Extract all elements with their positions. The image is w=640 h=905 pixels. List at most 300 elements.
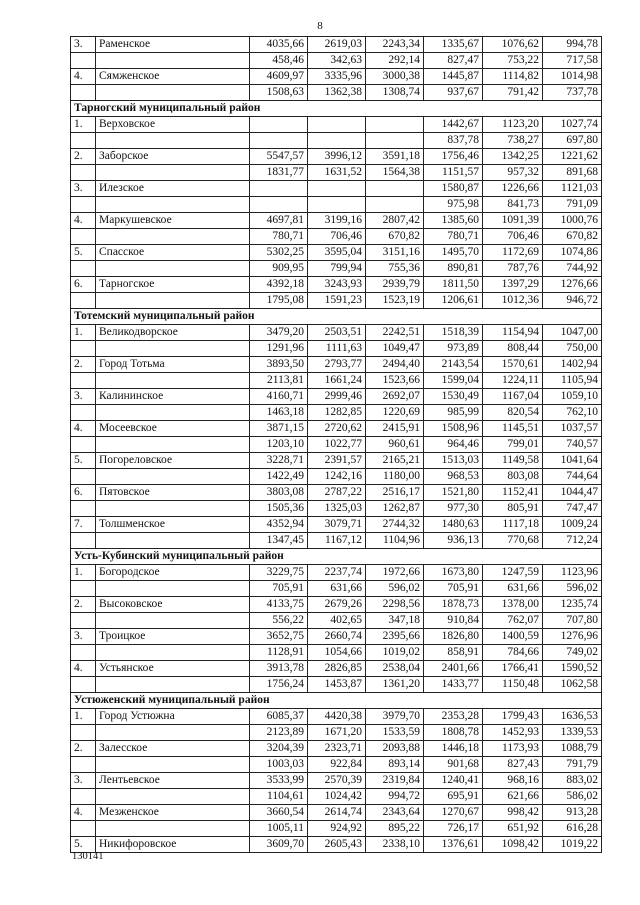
value-cell: 4609,97 [250, 69, 308, 85]
value-cell: 922,84 [308, 757, 366, 773]
value-cell [250, 133, 308, 149]
settlement-row [71, 709, 602, 725]
value-cell: 3979,70 [366, 709, 424, 725]
value-cell: 1150,48 [483, 677, 543, 693]
value-cell: 1088,79 [543, 741, 602, 757]
settlement-name [96, 373, 250, 389]
value-cell: 1167,04 [483, 389, 543, 405]
row-index: 5. [71, 837, 96, 853]
value-cell: 1291,96 [250, 341, 308, 357]
value-cell: 770,68 [483, 533, 543, 549]
district-name: Устюженский муниципальный район [71, 693, 602, 709]
value-cell: 968,16 [483, 773, 543, 789]
value-cell: 738,27 [483, 133, 543, 149]
value-cell: 586,02 [543, 789, 602, 805]
value-cell: 820,54 [483, 405, 543, 421]
value-cell [250, 197, 308, 213]
settlement-subrow [71, 469, 602, 485]
value-cell: 651,92 [483, 821, 543, 837]
value-cell: 1111,63 [308, 341, 366, 357]
row-index [71, 501, 96, 517]
value-cell: 1282,85 [308, 405, 366, 421]
value-cell: 2123,89 [250, 725, 308, 741]
value-cell: 616,28 [543, 821, 602, 837]
value-cell: 1362,38 [308, 85, 366, 101]
settlement-name: Высоковское [96, 597, 250, 613]
value-cell: 1673,80 [424, 565, 483, 581]
value-cell: 596,02 [366, 581, 424, 597]
value-cell: 1022,77 [308, 437, 366, 453]
row-index [71, 757, 96, 773]
settlement-name: Троицкое [96, 629, 250, 645]
settlement-name: Город Тотьма [96, 357, 250, 373]
value-cell: 910,84 [424, 613, 483, 629]
value-cell: 1041,64 [543, 453, 602, 469]
settlement-name [96, 229, 250, 245]
settlement-name: Мосеевское [96, 421, 250, 437]
value-cell: 2939,79 [366, 277, 424, 293]
settlement-subrow [71, 821, 602, 837]
settlement-row [71, 837, 602, 853]
value-cell: 750,00 [543, 341, 602, 357]
value-cell: 3660,54 [250, 805, 308, 821]
value-cell: 1402,94 [543, 357, 602, 373]
settlement-name [96, 293, 250, 309]
value-cell: 2243,34 [366, 37, 424, 53]
value-cell: 1335,67 [424, 37, 483, 53]
row-index: 1. [71, 325, 96, 341]
value-cell: 1123,20 [483, 117, 543, 133]
value-cell: 1831,77 [250, 165, 308, 181]
value-cell: 1037,57 [543, 421, 602, 437]
value-cell: 2319,84 [366, 773, 424, 789]
value-cell: 883,02 [543, 773, 602, 789]
value-cell: 1533,59 [366, 725, 424, 741]
value-cell: 2298,56 [366, 597, 424, 613]
value-cell: 1154,94 [483, 325, 543, 341]
row-index: 3. [71, 37, 96, 53]
value-cell: 1361,20 [366, 677, 424, 693]
row-index [71, 613, 96, 629]
row-index [71, 725, 96, 741]
settlement-name [96, 613, 250, 629]
value-cell: 1463,18 [250, 405, 308, 421]
page-number: 8 [317, 20, 323, 32]
settlement-row [71, 181, 602, 197]
value-cell: 1530,49 [424, 389, 483, 405]
value-cell: 968,53 [424, 469, 483, 485]
settlement-name [96, 757, 250, 773]
settlement-name: Раменское [96, 37, 250, 53]
value-cell: 706,46 [483, 229, 543, 245]
value-cell: 1114,82 [483, 69, 543, 85]
settlement-name [96, 821, 250, 837]
value-cell: 827,47 [424, 53, 483, 69]
value-cell: 2787,22 [308, 485, 366, 501]
value-cell: 1508,96 [424, 421, 483, 437]
value-cell: 3591,18 [366, 149, 424, 165]
value-cell: 3533,99 [250, 773, 308, 789]
value-cell: 808,44 [483, 341, 543, 357]
value-cell: 726,17 [424, 821, 483, 837]
value-cell: 3479,20 [250, 325, 308, 341]
settlement-name [96, 341, 250, 357]
value-cell: 1878,73 [424, 597, 483, 613]
row-index [71, 293, 96, 309]
value-cell: 1044,47 [543, 485, 602, 501]
value-cell: 895,22 [366, 821, 424, 837]
row-index: 3. [71, 389, 96, 405]
value-cell: 1059,10 [543, 389, 602, 405]
value-cell: 670,82 [543, 229, 602, 245]
settlement-subrow [71, 197, 602, 213]
settlement-subrow [71, 437, 602, 453]
value-cell: 985,99 [424, 405, 483, 421]
settlement-name [96, 437, 250, 453]
value-cell: 744,92 [543, 261, 602, 277]
district-name: Тарногский муниципальный район [71, 101, 602, 117]
value-cell: 1342,25 [483, 149, 543, 165]
value-cell: 913,28 [543, 805, 602, 821]
settlement-row [71, 805, 602, 821]
value-cell: 707,80 [543, 613, 602, 629]
settlement-subrow [71, 725, 602, 741]
value-cell: 1054,66 [308, 645, 366, 661]
settlement-name [96, 725, 250, 741]
settlement-name [96, 53, 250, 69]
settlement-name [96, 581, 250, 597]
settlement-row [71, 357, 602, 373]
value-cell: 1167,12 [308, 533, 366, 549]
value-cell: 1240,41 [424, 773, 483, 789]
value-cell: 762,10 [543, 405, 602, 421]
value-cell: 6085,37 [250, 709, 308, 725]
value-cell [250, 117, 308, 133]
value-cell: 977,30 [424, 501, 483, 517]
value-cell: 1521,80 [424, 485, 483, 501]
value-cell: 3229,75 [250, 565, 308, 581]
value-cell: 2415,91 [366, 421, 424, 437]
value-cell: 1811,50 [424, 277, 483, 293]
value-cell: 805,91 [483, 501, 543, 517]
settlement-row [71, 565, 602, 581]
value-cell: 1121,03 [543, 181, 602, 197]
value-cell: 3871,15 [250, 421, 308, 437]
settlement-name: Толшменское [96, 517, 250, 533]
settlement-subrow [71, 293, 602, 309]
settlement-name: Залесское [96, 741, 250, 757]
value-cell: 2391,57 [308, 453, 366, 469]
value-cell: 1247,59 [483, 565, 543, 581]
value-cell: 787,76 [483, 261, 543, 277]
row-index [71, 405, 96, 421]
value-cell: 1242,16 [308, 469, 366, 485]
value-cell: 1518,39 [424, 325, 483, 341]
value-cell: 1149,58 [483, 453, 543, 469]
document-code: 130141 [72, 851, 104, 862]
district-name: Тотемский муниципальный район [71, 309, 602, 325]
value-cell: 1376,61 [424, 837, 483, 853]
value-cell: 1508,63 [250, 85, 308, 101]
value-cell: 1005,11 [250, 821, 308, 837]
value-cell: 4392,18 [250, 277, 308, 293]
value-cell: 2338,10 [366, 837, 424, 853]
value-cell: 1220,69 [366, 405, 424, 421]
row-index: 3. [71, 773, 96, 789]
value-cell: 1145,51 [483, 421, 543, 437]
settlement-name: Богородское [96, 565, 250, 581]
value-cell: 1480,63 [424, 517, 483, 533]
value-cell: 2242,51 [366, 325, 424, 341]
value-cell: 1206,61 [424, 293, 483, 309]
settlement-name: Погореловское [96, 453, 250, 469]
value-cell: 631,66 [483, 581, 543, 597]
value-cell [250, 181, 308, 197]
value-cell: 1580,87 [424, 181, 483, 197]
value-cell: 1631,52 [308, 165, 366, 181]
value-cell: 621,66 [483, 789, 543, 805]
settlement-name: Илезское [96, 181, 250, 197]
value-cell: 937,67 [424, 85, 483, 101]
value-cell: 3000,38 [366, 69, 424, 85]
value-cell: 891,68 [543, 165, 602, 181]
value-cell: 1433,77 [424, 677, 483, 693]
settlement-subrow [71, 533, 602, 549]
value-cell: 890,81 [424, 261, 483, 277]
district-header-row [71, 549, 602, 565]
value-cell: 3199,16 [308, 213, 366, 229]
row-index: 2. [71, 149, 96, 165]
value-cell: 1262,87 [366, 501, 424, 517]
value-cell: 697,80 [543, 133, 602, 149]
value-cell: 1636,53 [543, 709, 602, 725]
settlement-subrow [71, 165, 602, 181]
value-cell: 1570,61 [483, 357, 543, 373]
value-cell: 1442,67 [424, 117, 483, 133]
value-cell: 4160,71 [250, 389, 308, 405]
value-cell: 4420,38 [308, 709, 366, 725]
row-index [71, 197, 96, 213]
settlement-row [71, 277, 602, 293]
value-cell [366, 181, 424, 197]
value-cell: 893,14 [366, 757, 424, 773]
value-cell: 705,91 [424, 581, 483, 597]
row-index: 3. [71, 181, 96, 197]
value-cell: 1799,43 [483, 709, 543, 725]
settlement-subrow [71, 613, 602, 629]
value-cell: 1276,96 [543, 629, 602, 645]
value-cell: 2570,39 [308, 773, 366, 789]
row-index: 2. [71, 357, 96, 373]
value-cell [308, 197, 366, 213]
value-cell: 1098,42 [483, 837, 543, 853]
settlement-row [71, 453, 602, 469]
value-cell: 2395,66 [366, 629, 424, 645]
value-cell: 1014,98 [543, 69, 602, 85]
settlement-name [96, 789, 250, 805]
value-cell: 5302,25 [250, 245, 308, 261]
value-cell: 936,13 [424, 533, 483, 549]
settlement-row [71, 149, 602, 165]
value-cell: 841,73 [483, 197, 543, 213]
row-index: 4. [71, 421, 96, 437]
value-cell: 837,78 [424, 133, 483, 149]
value-cell: 964,46 [424, 437, 483, 453]
value-cell: 1756,46 [424, 149, 483, 165]
value-cell: 1224,11 [483, 373, 543, 389]
value-cell: 1024,42 [308, 789, 366, 805]
row-index: 4. [71, 213, 96, 229]
value-cell: 2807,42 [366, 213, 424, 229]
value-cell: 998,42 [483, 805, 543, 821]
value-cell: 3243,93 [308, 277, 366, 293]
value-cell: 1385,60 [424, 213, 483, 229]
settlement-name: Мезженское [96, 805, 250, 821]
row-index: 2. [71, 597, 96, 613]
row-index [71, 821, 96, 837]
value-cell: 2679,26 [308, 597, 366, 613]
value-cell: 2401,66 [424, 661, 483, 677]
value-cell: 799,01 [483, 437, 543, 453]
value-cell: 1104,96 [366, 533, 424, 549]
value-cell: 1105,94 [543, 373, 602, 389]
value-cell: 744,64 [543, 469, 602, 485]
settlement-name: Лентьевское [96, 773, 250, 789]
value-cell: 1152,41 [483, 485, 543, 501]
value-cell: 749,02 [543, 645, 602, 661]
row-index: 7. [71, 517, 96, 533]
value-cell: 1235,74 [543, 597, 602, 613]
value-cell: 1003,03 [250, 757, 308, 773]
value-cell: 3204,39 [250, 741, 308, 757]
value-cell: 1347,45 [250, 533, 308, 549]
settlement-subrow [71, 581, 602, 597]
value-cell: 292,14 [366, 53, 424, 69]
value-cell: 2660,74 [308, 629, 366, 645]
value-cell: 2619,03 [308, 37, 366, 53]
settlement-subrow [71, 405, 602, 421]
value-cell [308, 133, 366, 149]
value-cell: 780,71 [250, 229, 308, 245]
row-index [71, 229, 96, 245]
value-cell: 1513,03 [424, 453, 483, 469]
row-index [71, 789, 96, 805]
row-index [71, 437, 96, 453]
settlement-row [71, 421, 602, 437]
value-cell: 2093,88 [366, 741, 424, 757]
settlement-subrow [71, 789, 602, 805]
settlement-name [96, 133, 250, 149]
value-cell: 784,66 [483, 645, 543, 661]
value-cell: 1009,24 [543, 517, 602, 533]
settlement-row [71, 629, 602, 645]
value-cell [308, 181, 366, 197]
value-cell: 1972,66 [366, 565, 424, 581]
value-cell: 780,71 [424, 229, 483, 245]
settlement-name [96, 85, 250, 101]
value-cell: 5547,57 [250, 149, 308, 165]
settlement-name [96, 405, 250, 421]
value-cell: 2999,46 [308, 389, 366, 405]
value-cell: 706,46 [308, 229, 366, 245]
value-cell [366, 197, 424, 213]
value-cell: 2720,62 [308, 421, 366, 437]
settlement-row [71, 485, 602, 501]
settlement-row [71, 37, 602, 53]
value-cell: 3609,70 [250, 837, 308, 853]
row-index [71, 373, 96, 389]
district-header-row [71, 101, 602, 117]
value-cell: 1276,66 [543, 277, 602, 293]
value-cell: 747,47 [543, 501, 602, 517]
settlement-subrow [71, 373, 602, 389]
row-index: 6. [71, 277, 96, 293]
value-cell: 2343,64 [366, 805, 424, 821]
value-cell: 1590,52 [543, 661, 602, 677]
value-cell: 1151,57 [424, 165, 483, 181]
value-cell [366, 117, 424, 133]
row-index [71, 341, 96, 357]
value-cell: 1400,59 [483, 629, 543, 645]
value-cell: 1019,02 [366, 645, 424, 661]
value-cell: 1446,18 [424, 741, 483, 757]
settlement-name: Заборское [96, 149, 250, 165]
value-cell: 2237,74 [308, 565, 366, 581]
settlement-subrow [71, 341, 602, 357]
value-cell: 2826,85 [308, 661, 366, 677]
row-index [71, 677, 96, 693]
value-cell: 2605,43 [308, 837, 366, 853]
settlement-name: Спасское [96, 245, 250, 261]
value-cell: 740,57 [543, 437, 602, 453]
value-cell: 1180,00 [366, 469, 424, 485]
row-index: 1. [71, 709, 96, 725]
value-cell: 1564,38 [366, 165, 424, 181]
settlement-name [96, 165, 250, 181]
row-index: 4. [71, 69, 96, 85]
value-cell: 1661,24 [308, 373, 366, 389]
table-body [71, 37, 602, 853]
settlement-name: Великодворское [96, 325, 250, 341]
settlement-row [71, 213, 602, 229]
value-cell: 909,95 [250, 261, 308, 277]
row-index [71, 645, 96, 661]
settlement-row [71, 597, 602, 613]
settlement-subrow [71, 757, 602, 773]
value-cell: 2744,32 [366, 517, 424, 533]
value-cell: 1523,66 [366, 373, 424, 389]
value-cell: 4352,94 [250, 517, 308, 533]
value-cell: 1826,80 [424, 629, 483, 645]
row-index: 4. [71, 805, 96, 821]
row-index [71, 133, 96, 149]
value-cell: 3228,71 [250, 453, 308, 469]
value-cell: 4035,66 [250, 37, 308, 53]
settlement-subrow [71, 677, 602, 693]
row-index: 5. [71, 245, 96, 261]
settlement-name [96, 197, 250, 213]
settlement-row [71, 325, 602, 341]
value-cell: 1076,62 [483, 37, 543, 53]
value-cell: 1049,47 [366, 341, 424, 357]
settlement-subrow [71, 133, 602, 149]
value-cell: 791,42 [483, 85, 543, 101]
settlement-name: Маркушевское [96, 213, 250, 229]
settlement-name [96, 677, 250, 693]
value-cell: 1172,69 [483, 245, 543, 261]
value-cell: 1047,00 [543, 325, 602, 341]
district-header-row [71, 309, 602, 325]
